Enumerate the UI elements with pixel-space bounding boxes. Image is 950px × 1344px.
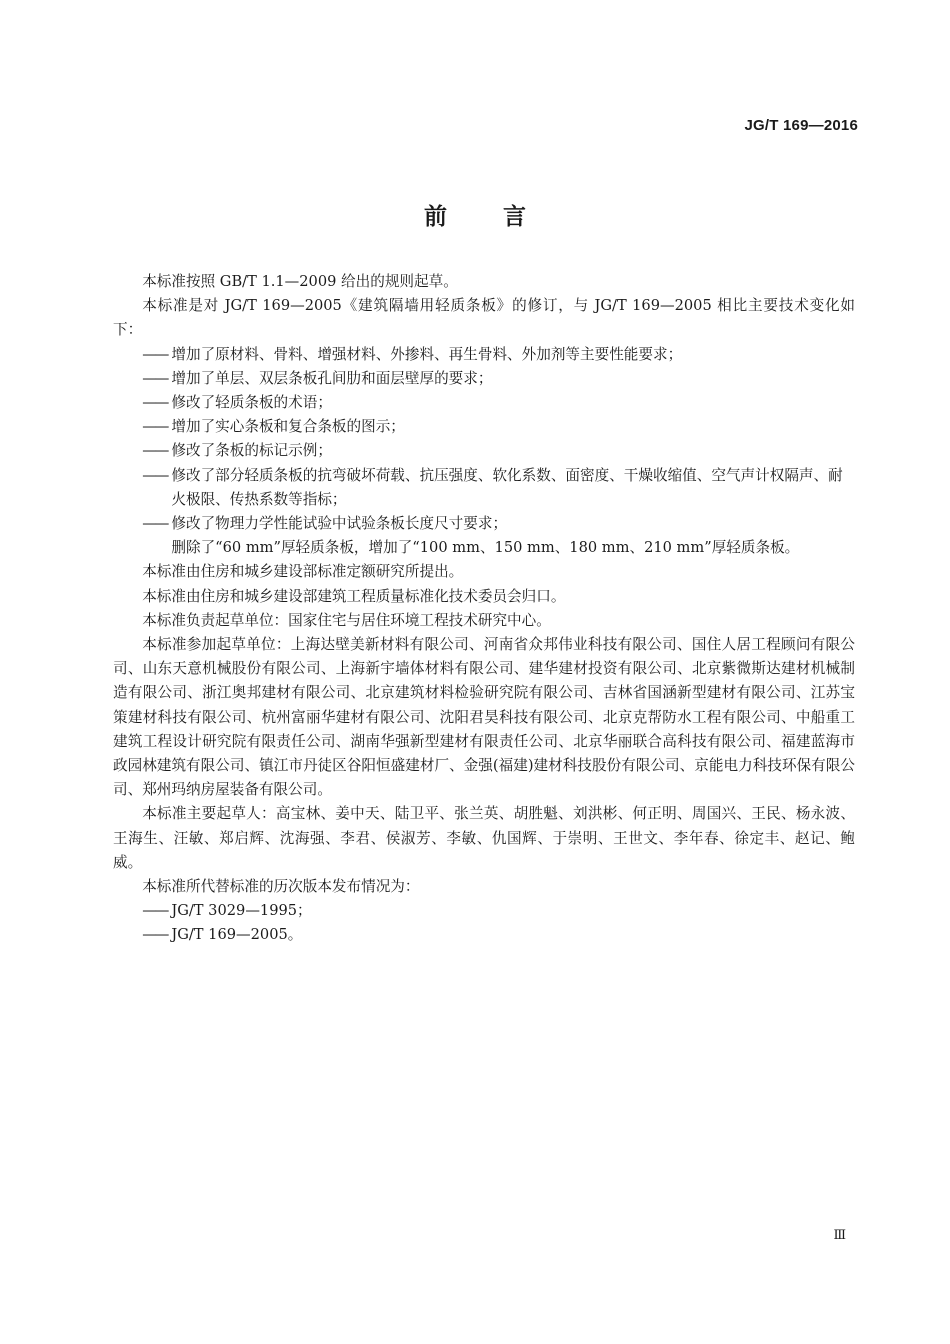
document-body — [113, 270, 855, 948]
page-title: 前言 — [424, 204, 582, 230]
change-item-text: 增加了单层、双层条板孔间肋和面层壁厚的要求； — [171, 369, 493, 387]
paragraph-lead-drafter: 本标准负责起草单位：国家住宅与居住环境工程技术研究中心。 — [142, 611, 551, 629]
dash-mark — [142, 899, 171, 923]
changes-list — [113, 343, 855, 561]
dash-mark — [142, 439, 171, 463]
change-item-text: 修改了轻质条板的术语； — [171, 394, 332, 412]
list-item — [142, 512, 855, 536]
paragraph-administrator: 本标准由住房和城乡建设部建筑工程质量标准化技术委员会归口。 — [142, 587, 566, 605]
dash-mark — [142, 464, 171, 488]
change-item-text: 增加了实心条板和复合条板的图示； — [171, 418, 405, 436]
history-list — [113, 899, 855, 947]
list-item — [142, 899, 855, 923]
list-item — [142, 415, 855, 439]
paragraph-proposer: 本标准由住房和城乡建设部标准定额研究所提出。 — [142, 563, 464, 581]
paragraph-main-drafters: 本标准主要起草人：高宝林、姜中天、陆卫平、张兰英、胡胜魁、刘洪彬、何正明、周国兴、王民、杨永波、王海生、汪敏、郑启辉、沈海强、李君、侯淑芳、李敏、仇国辉、于崇明、王世文、李年春、徐定丰、赵记、鲍威。 — [113, 805, 855, 871]
list-item — [142, 464, 855, 512]
dash-mark — [142, 415, 171, 439]
standard-code: JG/T 169—2016 — [744, 117, 858, 134]
change-item-text: 修改了条板的标记示例； — [171, 442, 332, 460]
list-item — [142, 439, 855, 463]
paragraph-participating-units: 本标准参加起草单位：上海达壁美新材料有限公司、河南省众邦伟业科技有限公司、国住人居工程顾问有限公司、山东天意机械股份有限公司、上海新宇墙体材料有限公司、建华建材投资有限公司、北京紫微斯达建材机械制造有限公司、浙江奥邦建材有限公司、北京建筑材料检验研究院有限公司、吉林省国涵新型建材有限公司、江苏宝策建材科技有限公司、杭州富丽华建材有限公司、沈阳君昊科技有限公司、北京克帮防水工程有限公司、中船重工建筑工程设计研究院有限责任公司、湖南华强新型建材有限责任公司、北京华丽联合高科技有限公司、福建蓝海市政园林建筑有限公司、镇江市丹徒区谷阳恒盛建材厂、金强(福建)建材科技股份有限公司、京能电力科技环保有限公司、郑州玛纳房屋装备有限公司。 — [113, 636, 855, 799]
list-item — [142, 536, 855, 560]
dash-mark — [142, 512, 171, 536]
paragraph-history-intro: 本标准所代替标准的历次版本发布情况为： — [142, 878, 420, 896]
change-item-text: 删除了“60 mm”厚轻质条板，增加了“100 mm、150 mm、180 mm、210 mm”厚轻质条板。 — [171, 539, 800, 557]
dash-mark — [142, 391, 171, 415]
paragraph-drafting-rules: 本标准按照 GB/T 1.1—2009 给出的规则起草。 — [142, 273, 458, 290]
change-item-text: 增加了原材料、骨料、增强材料、外掺料、再生骨料、外加剂等主要性能要求； — [171, 345, 683, 363]
history-item-text: JG/T 169—2005。 — [171, 926, 303, 944]
dash-mark — [142, 343, 171, 367]
list-item — [142, 367, 855, 391]
list-item — [142, 391, 855, 415]
change-item-text: 修改了部分轻质条板的抗弯破坏荷载、抗压强度、软化系数、面密度、干燥收缩值、空气声计权隔声、耐火极限、传热系数等指标； — [171, 466, 843, 508]
list-item — [142, 923, 855, 947]
list-item — [142, 343, 855, 367]
dash-mark — [142, 367, 171, 391]
history-item-text: JG/T 3029—1995； — [171, 902, 312, 920]
page-number: Ⅲ — [833, 1228, 846, 1243]
change-item-text: 修改了物理力学性能试验中试验条板长度尺寸要求； — [171, 515, 508, 533]
paragraph-revision-intro: 本标准是对 JG/T 169—2005《建筑隔墙用轻质条板》的修订，与 JG/T 169—2005 相比主要技术变化如下： — [113, 297, 855, 339]
dash-mark — [142, 923, 171, 947]
